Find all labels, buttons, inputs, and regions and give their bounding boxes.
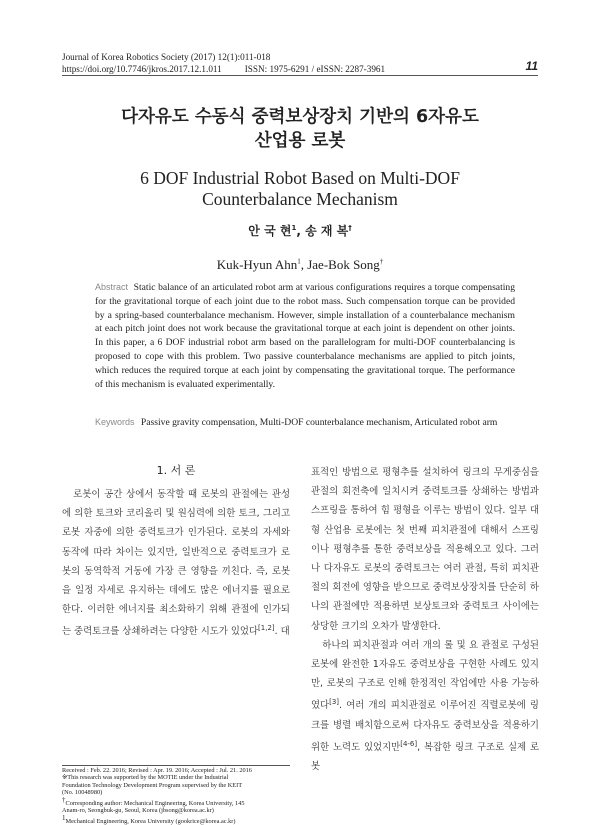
paragraph-2-text-c: , 복잡한 링크 구조로 실제 로봇	[311, 742, 539, 773]
keywords	[95, 417, 515, 428]
author-separator-en: ,	[300, 257, 308, 272]
author-2-en-mark: †	[379, 257, 384, 266]
citation-ref: [4-6]	[400, 739, 418, 748]
paragraph-2-text-b: . 여러 개의 피치관절로 이루어진 직렬로봇에 링크를 병렬 배치함으로써 다자유도 중력보상을 적용하기 위한 노력도 있었지만	[311, 700, 539, 754]
affiliation-mark: 1	[62, 813, 66, 822]
journal-header	[62, 52, 385, 75]
funding-note-3: (No. 10048980)	[62, 789, 103, 797]
author-1-ko-mark: 1	[291, 224, 297, 232]
corresponding-author-1: Corresponding author: Mechanical Engineering, Korea University, 145	[65, 799, 245, 807]
doi-issn-line: https://doi.org/10.7746/jkros.2017.12.1.011 ISSN: 1975-6291 / eISSN: 2287-3961	[62, 63, 386, 74]
corresponding-mark: †	[62, 795, 66, 804]
author-separator-ko: ,	[296, 224, 306, 238]
footnote-rule	[62, 765, 290, 766]
body-left-column	[62, 485, 290, 642]
paragraph-2-text-a: 하나의 피치관절과 여러 개의 롤 및 요 관절로 구성된 로봇에 완전한 1자유도 중력보상을 구현한 사례도 있지만, 로봇의 구조로 인해 한정적인 작업에만 사용 가능하였다	[311, 639, 539, 712]
author-1-en: Kuk-Hyun Ahn	[216, 257, 298, 272]
keywords-label: Keywords	[95, 417, 135, 427]
header-rule	[62, 75, 538, 76]
english-authors	[0, 257, 600, 273]
author-1-en-mark: 1	[297, 257, 301, 266]
affiliation-text: Mechanical Engineering, Korea University (gookrice@korea.ac.kr)	[65, 817, 236, 825]
corresponding-author-2: Anam-ro, Seongbuk-gu, Seoul, Korea (jbsong@korea.ac.kr)	[62, 807, 214, 815]
funding-note-2: Foundation Technology Development Program supervised by the KEIT	[62, 781, 243, 789]
keywords-text: Passive gravity compensation, Multi-DOF counterbalance mechanism, Articulated robot arm	[140, 417, 498, 428]
page-number: 11	[525, 59, 538, 73]
body-right-column	[311, 463, 539, 777]
intro-paragraph-tail: . 대	[274, 626, 290, 638]
citation-ref: [3]	[329, 698, 340, 707]
author-2-en: Jae-Bok Song	[307, 257, 380, 272]
footnotes	[62, 767, 292, 825]
english-title-line2: Counterbalance Mechanism	[202, 189, 398, 209]
abstract-text: Static balance of an articulated robot arm at various configurations requires a torque compensating for the gravitational torque of each joint due to the robot mass. Such compensation torque can be provided by a spring-based counterbalance mechanism. However, simple installation of a counterbalance mechanism at each pitch joint does not work because the gravitational torque at each joint is dependent on other joints. In this paper, a 6 DOF industrial robot arm based on the parallelogram for multi-DOF counterbalancing is proposed to cope with this problem. Two passive counterbalance mechanisms are applied to pitch joints, which reduces the required torque at each joint by compensating the gravitational torque. The performance of this mechanism is evaluated experimentally.	[95, 282, 515, 390]
abstract	[95, 281, 515, 391]
paragraph-continued: 표적인 방법으로 평형추를 설치하여 링크의 무게중심을 관절의 회전축에 일치시켜 중력토크를 상쇄하는 방법과 스프링을 통하여 힘 평형을 이루는 방법이 있다. 일부 대형 산업용 로봇에는 첫 번째 피치관절에 대해서 스프링이나 평형추를 통한 중력보상을 적용해오고 있다. 그러나 다자유도 로봇의 중력토크는 여러 관절, 특히 피치관절의 회전에 영향을 받으므로 중력보상장치를 단순히 하나의 관절에만 적용하면 보상토크와 중력토크 사이에는 상당한 크기의 오차가 발생한다.	[311, 467, 539, 632]
corresponding-author	[62, 797, 292, 808]
received-dates: Received : Feb. 22. 2016; Revised : Apr. 19. 2016; Accepted : Jul. 21. 2016	[62, 767, 252, 774]
author-2-ko-mark: †	[348, 224, 352, 232]
abstract-label: Abstract	[95, 282, 129, 292]
citation-ref: [1,2]	[258, 624, 275, 633]
korean-title-line2: 산업용 로봇	[254, 131, 346, 151]
korean-authors	[0, 222, 600, 239]
english-title-line1: 6 DOF Industrial Robot Based on Multi-DOF	[140, 168, 460, 188]
section-heading: 1. 서 론	[156, 464, 196, 477]
korean-title-line1: 다자유도 수동식 중력보상장치 기반의 6자유도	[121, 107, 479, 127]
affiliation	[62, 815, 292, 825]
journal-citation: Journal of Korea Robotics Society (2017) 12(1):011-018	[62, 52, 271, 62]
funding-note-1: ※This research was supported by the MOTIE under the Industrial	[62, 774, 229, 782]
intro-paragraph: 로봇이 공간 상에서 동작할 때 로봇의 관절에는 관성에 의한 토크와 코리올리 및 원심력에 의한 토크, 그리고 로봇 자중에 의한 중력토크가 인가된다. 로봇의 자세와 동작에 따라 차이는 있지만, 일반적으로 중력토크가 로봇의 동역학적 거동에 가장 큰 영향을 끼친다. 즉, 로봇을 일정 자세로 유지하는 데에도 많은 에너지를 필요로 한다. 이러한 에너지를 최소화하기 위해 관절에 인가되는 중력토크를 상쇄하려는 다양한 시도가 있었다	[62, 489, 290, 638]
author-2-ko: 송 재 복	[305, 224, 349, 238]
author-1-ko: 안 국 현	[248, 224, 292, 238]
paragraph-2	[311, 636, 539, 777]
